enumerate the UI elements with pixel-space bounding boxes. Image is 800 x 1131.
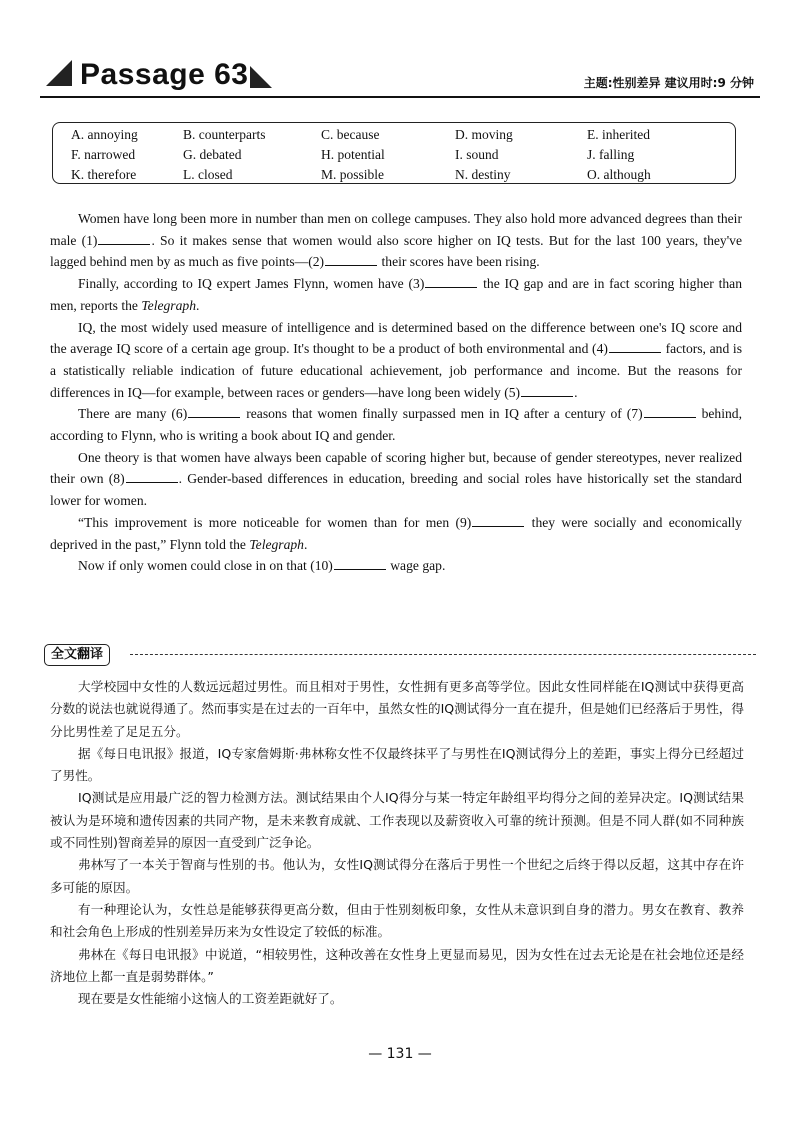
translation-paragraph: 弗林在《每日电讯报》中说道，“相较男性，这种改善在女性身上更显而易见，因为女性在过去无论是在社会地位还是经济地位上都一直是弱势群体。” — [50, 946, 744, 984]
page-number: — 131 — — [368, 1046, 432, 1062]
blank-line[interactable] — [609, 340, 661, 353]
blank-line[interactable] — [334, 557, 386, 570]
blank-line[interactable] — [521, 384, 573, 397]
translation-label: 全文翻译 — [44, 644, 110, 666]
paragraph: There are many (6) reasons that women finally surpassed men in IQ after a century of (7) behind, according to Flynn, who is writing a book about IQ and gender. — [50, 406, 742, 444]
option-item: K. therefore — [71, 167, 137, 182]
paragraph: Now if only women could close in on that (10) wage gap. — [78, 558, 446, 574]
blank-line[interactable] — [644, 405, 696, 418]
paragraph: Finally, according to IQ expert James Flynn, women have (3) the IQ gap and are in fact scoring higher than men, reports the Telegraph. — [50, 276, 742, 313]
blank-line[interactable] — [425, 275, 477, 288]
option-item: N. destiny — [455, 167, 511, 182]
paragraph: “This improvement is more noticeable for women than for men (9) they were socially and economically deprived in the past,” Flynn told the Telegraph. — [50, 514, 742, 552]
translation-paragraph: 弗林写了一本关于智商与性别的书。他认为，女性IQ测试得分在落后于男性一个世纪之后终于得以反超，这其中存在许多可能的原因。 — [50, 857, 744, 895]
translation-paragraph: 现在要是女性能缩小这恼人的工资差距就好了。 — [78, 991, 343, 1007]
translation-paragraph: IQ测试是应用最广泛的智力检测方法。测试结果由个人IQ得分与某一特定年龄组平均得分之间的差异决定。IQ测试结果被认为是环境和遗传因素的共同产物，是未来教育成就、工作表现以及薪资收入可靠的统计预测。但是不同人群(如不同种族或不同性别)智商差异的原因一直受到广泛争论。 — [50, 790, 744, 851]
paragraph: IQ, the most widely used measure of intelligence and is determined based on the difference between one's IQ score and the average IQ score of a certain age group. It's thought to be a product of both environmental and (4) factors, and is a statistically reliable indication of future educational achievement, job performance and income. But the reasons for differences in IQ—for example, between races or genders—have long been widely (5) . — [50, 319, 742, 400]
option-item: I. sound — [455, 147, 499, 162]
translation-divider — [44, 644, 756, 664]
option-item: J. falling — [587, 147, 635, 162]
option-item: O. although — [587, 167, 651, 182]
passage-text — [50, 208, 742, 577]
passage-header — [40, 56, 760, 98]
translation-paragraph: 大学校园中女性的人数远远超过男性。而且相对于男性，女性拥有更多高等学位。因此女性同样能在IQ测试中获得更高分数的说法也就说得通了。然而事实是在过去的一百年中，虽然女性的IQ测试得分一直在提升，但是她们已经落后于男性，得分比男性差了足足五分。 — [50, 679, 744, 739]
option-item: B. counterparts — [183, 127, 266, 142]
topic-info: 主题:性别差异 建议用时:9 分钟 — [583, 76, 754, 90]
paragraph: Women have long been more in number than men on college campuses. They also hold more advanced degrees than their male (1) . So it makes sense that women would also score higher on IQ tests. But for the last 100 years, they've lagged behind men by as much as five points—(2) their scores have been rising. — [50, 211, 743, 270]
paragraph: One theory is that women have always been capable of scoring higher but, because of gender stereotypes, never realized their own (8) . Gender-based differences in education, breeding and social roles have historically set the standard lower for women. — [50, 449, 742, 509]
blank-line[interactable] — [472, 514, 524, 527]
option-item: C. because — [321, 127, 380, 142]
blank-line[interactable] — [98, 232, 150, 245]
passage-title: Passage 63 — [80, 58, 249, 91]
option-item: E. inherited — [587, 127, 650, 142]
translation-paragraph: 有一种理论认为，女性总是能够获得更高分数，但由于性别刻板印象，女性从未意识到自身的潜力。男女在教育、教养和社会角色上形成的性别差异历来为女性设定了较低的标准。 — [50, 901, 744, 940]
option-item: L. closed — [183, 167, 233, 182]
option-item: D. moving — [455, 127, 513, 142]
word-bank — [52, 122, 736, 184]
option-item: G. debated — [183, 147, 242, 162]
option-item: M. possible — [321, 167, 385, 182]
translation-paragraph: 据《每日电讯报》报道，IQ专家詹姆斯·弗林称女性不仅最终抹平了与男性在IQ测试得分上的差距，事实上得分已经超过了男性。 — [50, 745, 744, 784]
option-item: A. annoying — [71, 127, 138, 142]
blank-line[interactable] — [188, 405, 240, 418]
translation-text — [50, 676, 744, 1010]
blank-line[interactable] — [325, 253, 377, 266]
option-item: H. potential — [321, 147, 385, 162]
blank-line[interactable] — [126, 470, 178, 483]
option-item: F. narrowed — [71, 147, 136, 162]
dashed-divider — [130, 654, 756, 655]
triangle-right-icon — [250, 66, 272, 88]
triangle-left-icon — [46, 60, 72, 86]
